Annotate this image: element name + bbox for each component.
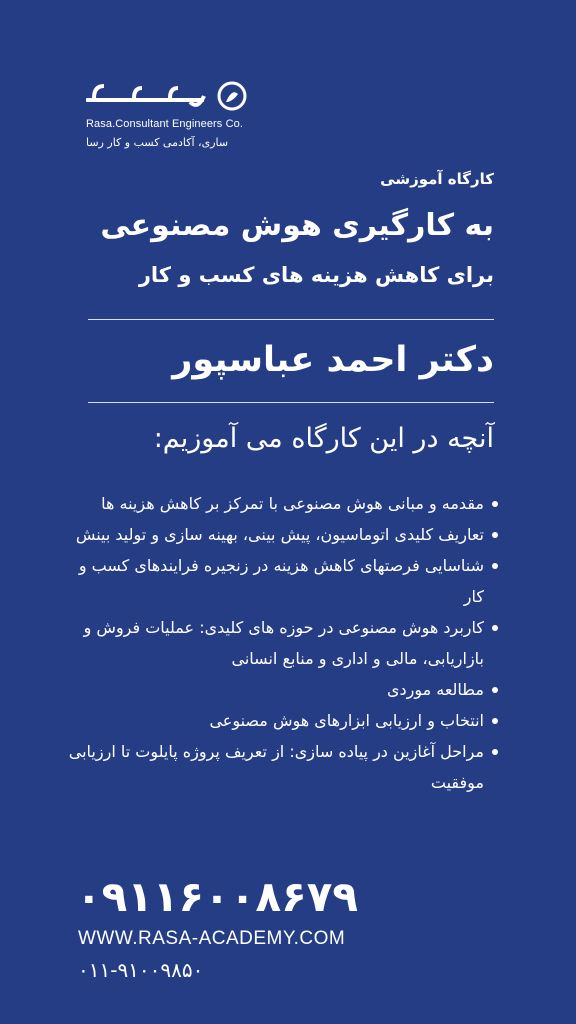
workshop-title-line2: برای کاهش هزینه های کسب و کار	[138, 263, 494, 287]
divider-top	[88, 319, 494, 320]
bullet-icon	[492, 749, 498, 755]
topics-list	[68, 488, 498, 798]
brand-logo	[86, 78, 252, 149]
workshop-type: کارگاه آموزشی	[380, 170, 494, 188]
list-item: تعاریف کلیدی اتوماسیون، پیش بینی، بهینه سازی و تولید بینش	[68, 519, 498, 550]
list-item: مراحل آغازین در پیاده سازی: از تعریف پروژه پایلوت تا ارزیابی موفقیت	[68, 736, 498, 798]
bullet-icon	[492, 718, 498, 724]
list-item: مطالعه موردی	[68, 674, 498, 705]
bullet-icon	[492, 532, 498, 538]
bullet-icon	[492, 625, 498, 631]
section-heading: آنچه در این کارگاه می آموزیم:	[153, 423, 494, 454]
phone-number[interactable]: ۰۱۱-۹۱۰۰۹۸۵۰	[78, 958, 204, 982]
website-link[interactable]: WWW.RASA-ACADEMY.COM	[78, 928, 346, 949]
company-name-en: Rasa.Consultant Engineers Co.	[86, 118, 243, 130]
list-item: مقدمه و مبانی هوش مصنوعی با تمرکز بر کاهش هزینه ها	[68, 488, 498, 519]
bullet-icon	[492, 687, 498, 693]
divider-bottom	[88, 402, 494, 403]
list-item: انتخاب و ارزیابی ابزارهای هوش مصنوعی	[68, 705, 498, 736]
rasa-logo-icon	[86, 78, 252, 116]
mobile-number[interactable]: ۰۹۱۱۶۰۰۸۶۷۹	[76, 872, 358, 921]
list-item: کاربرد هوش مصنوعی در حوزه های کلیدی: عملیات فروش و بازاریابی، مالی و اداری و منابع انسانی	[68, 612, 498, 674]
presenter-name: دکتر احمد عباسپور	[172, 340, 494, 380]
company-tagline: ساری، آکادمی کسب و کار رسا	[86, 136, 229, 149]
bullet-icon	[492, 563, 498, 569]
list-item: شناسایی فرصتهای کاهش هزینه در زنجیره فرایندهای کسب و کار	[68, 550, 498, 612]
workshop-title-line1: به کارگیری هوش مصنوعی	[100, 208, 494, 243]
bullet-icon	[492, 501, 498, 507]
